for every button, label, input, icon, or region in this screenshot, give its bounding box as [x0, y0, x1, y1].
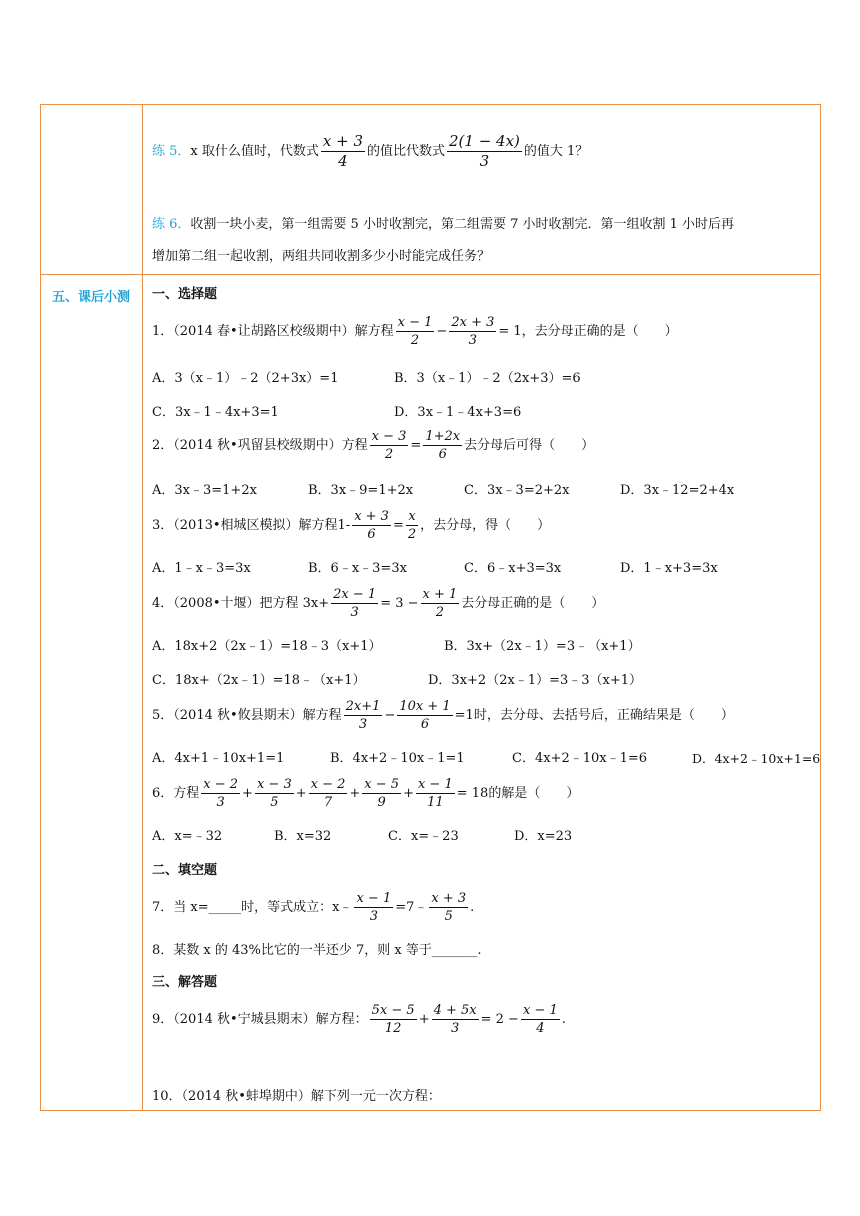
q2-option-a: A．3x﹣3=1+2x	[152, 483, 257, 498]
question-7-prefix: 7．当 x=_____时，等式成立：x﹣	[152, 900, 353, 915]
q1-option-d: D．3x﹣1﹣4x+3=6	[394, 405, 522, 420]
fraction-numerator: x + 3	[354, 509, 389, 524]
question-1	[152, 314, 678, 349]
q3-option-b: B．6﹣x﹣3=3x	[308, 561, 407, 576]
q4-option-b: B．3x+（2x﹣1）=3﹣（x+1）	[444, 639, 641, 654]
fraction-numerator: 2(1 − 4x)	[449, 132, 520, 150]
practice-5	[152, 132, 588, 171]
question-6-fraction-2	[255, 776, 294, 811]
plus-sign: +	[242, 786, 253, 801]
operator: +	[418, 1012, 430, 1027]
practice-6-label: 练 6．	[152, 217, 191, 232]
fraction-numerator: 1+2x	[425, 429, 461, 444]
fraction-numerator: x − 3	[256, 777, 292, 792]
question-5-fraction-1	[344, 698, 383, 733]
equals: = 18	[456, 786, 489, 801]
fraction-denominator: 3	[479, 152, 490, 170]
fraction-denominator: 6	[420, 717, 430, 732]
question-9-prefix: 9．（2014 秋•宁城县期末）解方程：	[152, 1012, 368, 1027]
fraction-denominator: 2	[435, 605, 445, 620]
q3-option-a: A．1﹣x﹣3=3x	[152, 561, 251, 576]
fraction-numerator: x − 1	[397, 315, 433, 330]
question-1-fraction-2	[449, 314, 496, 349]
plus-sign: +	[349, 786, 361, 801]
question-9	[152, 1002, 566, 1037]
fraction-numerator: x − 1	[417, 777, 453, 792]
fraction-numerator: 2x − 1	[333, 587, 377, 602]
heading-fill-in: 二、填空题	[152, 863, 218, 878]
fraction-denominator: 9	[377, 795, 386, 810]
fraction-denominator: 2	[410, 333, 420, 348]
operator: −	[436, 324, 448, 339]
question-9-fraction-1	[370, 1002, 417, 1037]
column-divider	[142, 104, 143, 1110]
question-1-suffix: ，去分母正确的是（ ）	[521, 324, 678, 339]
fraction-denominator: 7	[323, 795, 333, 810]
fraction-denominator: 3	[450, 1021, 460, 1036]
question-7-suffix: .	[470, 900, 475, 915]
fraction-denominator: 3	[350, 605, 359, 620]
q3-option-d: D．1﹣x+3=3x	[620, 561, 718, 576]
question-7	[152, 890, 474, 925]
question-4	[152, 586, 604, 621]
q4-option-d: D．3x+2（2x﹣1）=3﹣3（x+1）	[428, 673, 642, 688]
q1-option-c: C．3x﹣1﹣4x+3=1	[152, 405, 279, 420]
question-1-prefix: 1．（2014 春•让胡路区校级期中）解方程	[152, 324, 394, 339]
q2-option-d: D．3x﹣12=2+4x	[620, 483, 735, 498]
q5-option-b: B．4x+2﹣10x﹣1=1	[330, 751, 465, 766]
question-5-fraction-2	[397, 698, 452, 733]
question-2-prefix: 2．（2014 秋•巩留县校级期中）方程	[152, 438, 368, 453]
question-6-fraction-1	[201, 776, 240, 811]
question-9-fraction-2	[432, 1002, 479, 1037]
fraction-numerator: 10x + 1	[399, 699, 451, 714]
fraction-denominator: 6	[367, 527, 376, 542]
question-2-suffix: 去分母后可得（ ）	[464, 438, 595, 453]
question-8: 8．某数 x 的 43%比它的一半还少 7，则 x 等于_______.	[152, 943, 482, 958]
practice-5-text-a: x 取什么值时，代数式	[190, 144, 319, 159]
q4-option-c: C．18x+（2x﹣1）=18﹣（x+1）	[152, 673, 366, 688]
q2-option-c: C．3x﹣3=2+2x	[464, 483, 570, 498]
question-3	[152, 508, 550, 543]
fraction-numerator: x − 1	[522, 1003, 558, 1018]
equals: = 2 −	[480, 1012, 519, 1027]
fraction-numerator: x − 2	[310, 777, 346, 792]
operator: −	[384, 708, 396, 723]
equals: = 3 −	[380, 596, 419, 611]
practice-6-text-1: 收割一块小麦，第一组需要 5 小时收割完，第二组需要 7 小时收割完．第一组收割 1 小时后再	[190, 217, 735, 232]
question-4-suffix: 去分母正确的是（ ）	[461, 596, 605, 611]
question-6-suffix: 的解是（ ）	[488, 786, 580, 801]
question-1-fraction-1	[396, 314, 435, 349]
question-3-prefix: 3．（2013•相城区模拟）解方程1-	[152, 518, 351, 533]
fraction-denominator: 3	[358, 717, 368, 732]
practice-5-text-c: 的值大 1？	[523, 144, 589, 159]
section-label: 五、课后小测	[51, 290, 130, 305]
row-divider	[40, 274, 820, 275]
fraction-denominator: 6	[438, 447, 447, 462]
plus-sign: +	[295, 786, 307, 801]
question-5-suffix: =1时，去分母、去括号后，正确结果是（ ）	[454, 708, 734, 723]
practice-6-line-2: 增加第二组一起收割，两组共同收割多少小时能完成任务？	[152, 249, 491, 264]
q3-option-c: C．6﹣x+3=3x	[464, 561, 562, 576]
fraction-numerator: x + 1	[422, 587, 458, 602]
practice-5-fraction-2	[447, 132, 522, 171]
question-4-fraction-2	[421, 586, 460, 621]
heading-choice: 一、选择题	[152, 287, 218, 302]
question-5-prefix: 5．（2014 秋•攸县期末）解方程	[152, 708, 342, 723]
fraction-denominator: 2	[407, 527, 417, 542]
q2-option-b: B．3x﹣9=1+2x	[308, 483, 414, 498]
fraction-denominator: 12	[384, 1021, 402, 1036]
question-10: 10．（2014 秋•蚌埠期中）解下列一元一次方程：	[152, 1089, 441, 1104]
question-2-fraction-2	[423, 428, 462, 463]
fraction-numerator: x − 3	[371, 429, 407, 444]
question-6-fraction-4	[362, 776, 401, 811]
practice-5-text-b: 的值比代数式	[366, 144, 445, 159]
fraction-numerator: x	[406, 508, 418, 526]
question-9-fraction-3	[521, 1002, 560, 1037]
q1-option-a: A．3（x﹣1）﹣2（2+3x）=1	[152, 371, 339, 386]
question-2-fraction-1	[370, 428, 409, 463]
question-7-fraction-2	[429, 890, 468, 925]
fraction-numerator: 4 + 5x	[433, 1003, 477, 1018]
question-3-suffix: ，去分母，得（ ）	[420, 518, 551, 533]
q6-option-c: C．x=﹣23	[388, 829, 459, 844]
question-6-prefix: 6．方程	[152, 786, 200, 801]
worksheet-table	[40, 104, 820, 1110]
question-5	[152, 698, 734, 733]
q5-option-c: C．4x+2﹣10x﹣1=6	[512, 751, 648, 766]
equals: =	[410, 438, 422, 453]
equals: = 1	[498, 324, 522, 339]
question-4-prefix: 4．（2008•十堰）把方程 3x+	[152, 596, 330, 611]
fraction-denominator: 3	[468, 333, 477, 348]
fraction-denominator: 3	[369, 909, 378, 924]
question-6	[152, 776, 579, 811]
practice-5-label: 练 5．	[152, 144, 191, 159]
fraction-denominator: 3	[216, 795, 225, 810]
fraction-numerator: x − 1	[356, 891, 392, 906]
fraction-numerator: x + 3	[322, 132, 363, 150]
fraction-denominator: 5	[270, 795, 279, 810]
practice-6-line-1	[152, 216, 734, 234]
question-6-fraction-5	[416, 776, 455, 811]
q6-option-d: D．x=23	[514, 829, 573, 844]
question-3-fraction-2	[406, 508, 418, 543]
fraction-numerator: x − 5	[364, 777, 400, 792]
q1-option-b: B．3（x﹣1）﹣2（2x+3）=6	[394, 371, 581, 386]
fraction-denominator: 2	[384, 447, 394, 462]
plus-sign: +	[403, 786, 414, 801]
fraction-numerator: 2x + 3	[451, 315, 495, 330]
fraction-denominator: 11	[427, 795, 444, 810]
q4-option-a: A．18x+2（2x﹣1）=18﹣3（x+1）	[152, 639, 382, 654]
practice-5-fraction-1	[321, 132, 365, 171]
fraction-denominator: 4	[338, 152, 348, 170]
q5-option-a: A．4x+1﹣10x+1=1	[152, 751, 285, 766]
heading-solve: 三、解答题	[152, 975, 218, 990]
question-9-suffix: .	[561, 1012, 566, 1027]
fraction-denominator: 4	[536, 1021, 545, 1036]
fraction-denominator: 5	[444, 909, 453, 924]
fraction-numerator: x − 2	[203, 777, 239, 792]
question-3-fraction-1	[352, 508, 391, 543]
fraction-numerator: 2x+1	[345, 699, 381, 714]
q6-option-b: B．x=32	[274, 829, 332, 844]
question-7-fraction-1	[354, 890, 393, 925]
question-2	[152, 428, 594, 463]
equals: =	[392, 518, 404, 533]
question-4-fraction-1	[331, 586, 378, 621]
question-6-fraction-3	[309, 776, 348, 811]
question-7-mid: =7﹣	[395, 900, 428, 915]
q6-option-a: A．x=﹣32	[152, 829, 223, 844]
fraction-numerator: x + 3	[431, 891, 467, 906]
fraction-numerator: 5x − 5	[371, 1003, 415, 1018]
q5-option-d: D．4x+2﹣10x+1=6	[692, 751, 821, 766]
